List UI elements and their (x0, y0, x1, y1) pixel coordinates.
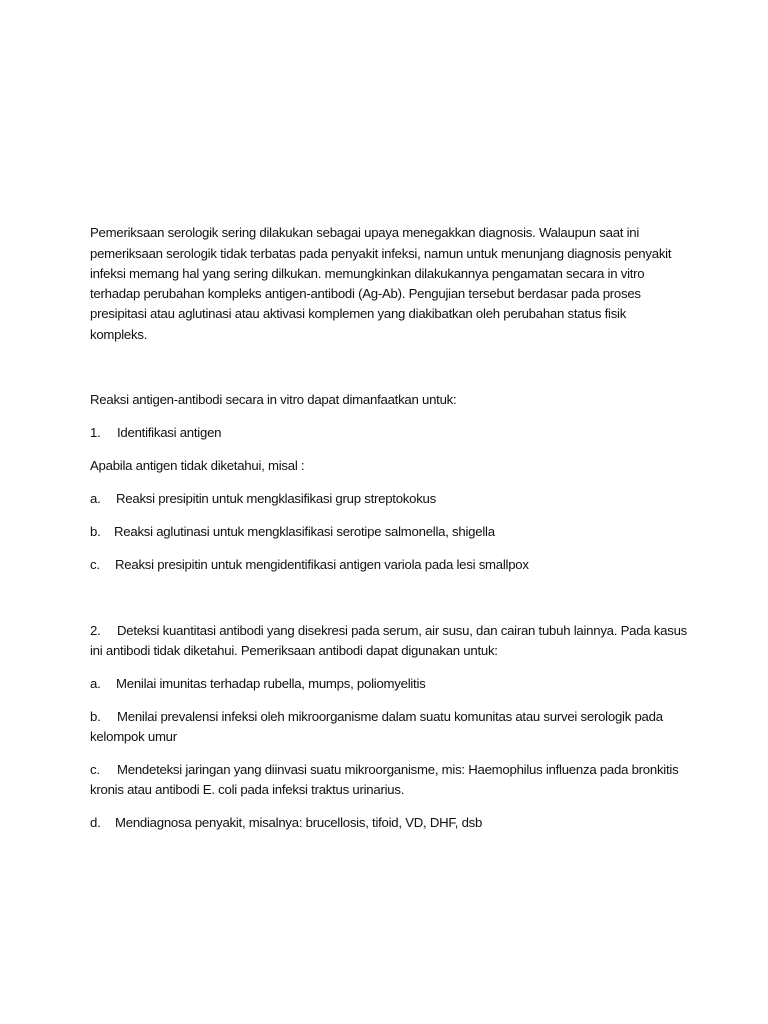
list-marker: d. (90, 815, 101, 830)
section2-title-line: ini antibodi tidak diketahui. Pemeriksaan antibodi dapat digunakan untuk: (90, 643, 498, 658)
list-item-text: kelompok umur (90, 729, 177, 744)
section2-title-line: Deteksi kuantitasi antibodi yang disekresi pada serum, air susu, dan cairan tubuh lainnya. Pada kasus (117, 623, 687, 638)
list-item-text: Menilai prevalensi infeksi oleh mikroorganisme dalam suatu komunitas atau survei serologik pada (117, 709, 663, 724)
list-item-line (90, 707, 663, 727)
list-item-line (90, 760, 678, 780)
list-item-text: Mendiagnosa penyakit, misalnya: brucellosis, tifoid, VD, DHF, dsb (115, 815, 483, 830)
list-marker: a. (90, 491, 101, 506)
list-item-text: Reaksi aglutinasi untuk mengklasifikasi serotipe salmonella, shigella (114, 524, 495, 539)
section1-condition: Apabila antigen tidak diketahui, misal : (90, 458, 305, 473)
list-item (90, 522, 495, 542)
list-marker: b. (90, 709, 101, 724)
section1-marker: 1. (90, 425, 101, 440)
list-item-text: Menilai imunitas terhadap rubella, mumps, poliomyelitis (116, 676, 426, 691)
intro-line: Pemeriksaan serologik sering dilakukan sebagai upaya menegakkan diagnosis. Walaupun saat ini (90, 225, 640, 240)
list-marker: a. (90, 676, 101, 691)
list-marker: c. (90, 557, 100, 572)
list-item (90, 813, 482, 833)
intro-line: kompleks. (90, 327, 148, 342)
section2-marker: 2. (90, 623, 101, 638)
section2-heading-line (90, 621, 687, 641)
list-item (90, 555, 529, 575)
list-item (90, 489, 436, 509)
uses-heading: Reaksi antigen-antibodi secara in vitro dapat dimanfaatkan untuk: (90, 392, 457, 407)
section1-heading (90, 423, 221, 443)
list-item (90, 674, 426, 694)
intro-line: terhadap perubahan kompleks antigen-antibodi (Ag-Ab). Pengujian tersebut berdasar pada proses (90, 286, 641, 301)
list-item-text: Reaksi presipitin untuk mengklasifikasi grup streptokokus (116, 491, 436, 506)
list-marker: b. (90, 524, 101, 539)
list-item-text: Reaksi presipitin untuk mengidentifikasi antigen variola pada lesi smallpox (115, 557, 529, 572)
list-item-text: kronis atau antibodi E. coli pada infeksi traktus urinarius. (90, 782, 405, 797)
list-item-text: Mendeteksi jaringan yang diinvasi suatu mikroorganisme, mis: Haemophilus influenza pada bronkitis (117, 762, 679, 777)
intro-line: infeksi memang hal yang sering dilkukan. memungkinkan dilakukannya pengamatan secara in vitro (90, 266, 645, 281)
intro-line: pemeriksaan serologik tidak terbatas pada penyakit infeksi, namun untuk menunjang diagnosis penyakit (90, 246, 672, 261)
list-marker: c. (90, 762, 100, 777)
section1-title: Identifikasi antigen (117, 425, 222, 440)
intro-line: presipitasi atau aglutinasi atau aktivasi komplemen yang diakibatkan oleh perubahan status fisik (90, 306, 627, 321)
